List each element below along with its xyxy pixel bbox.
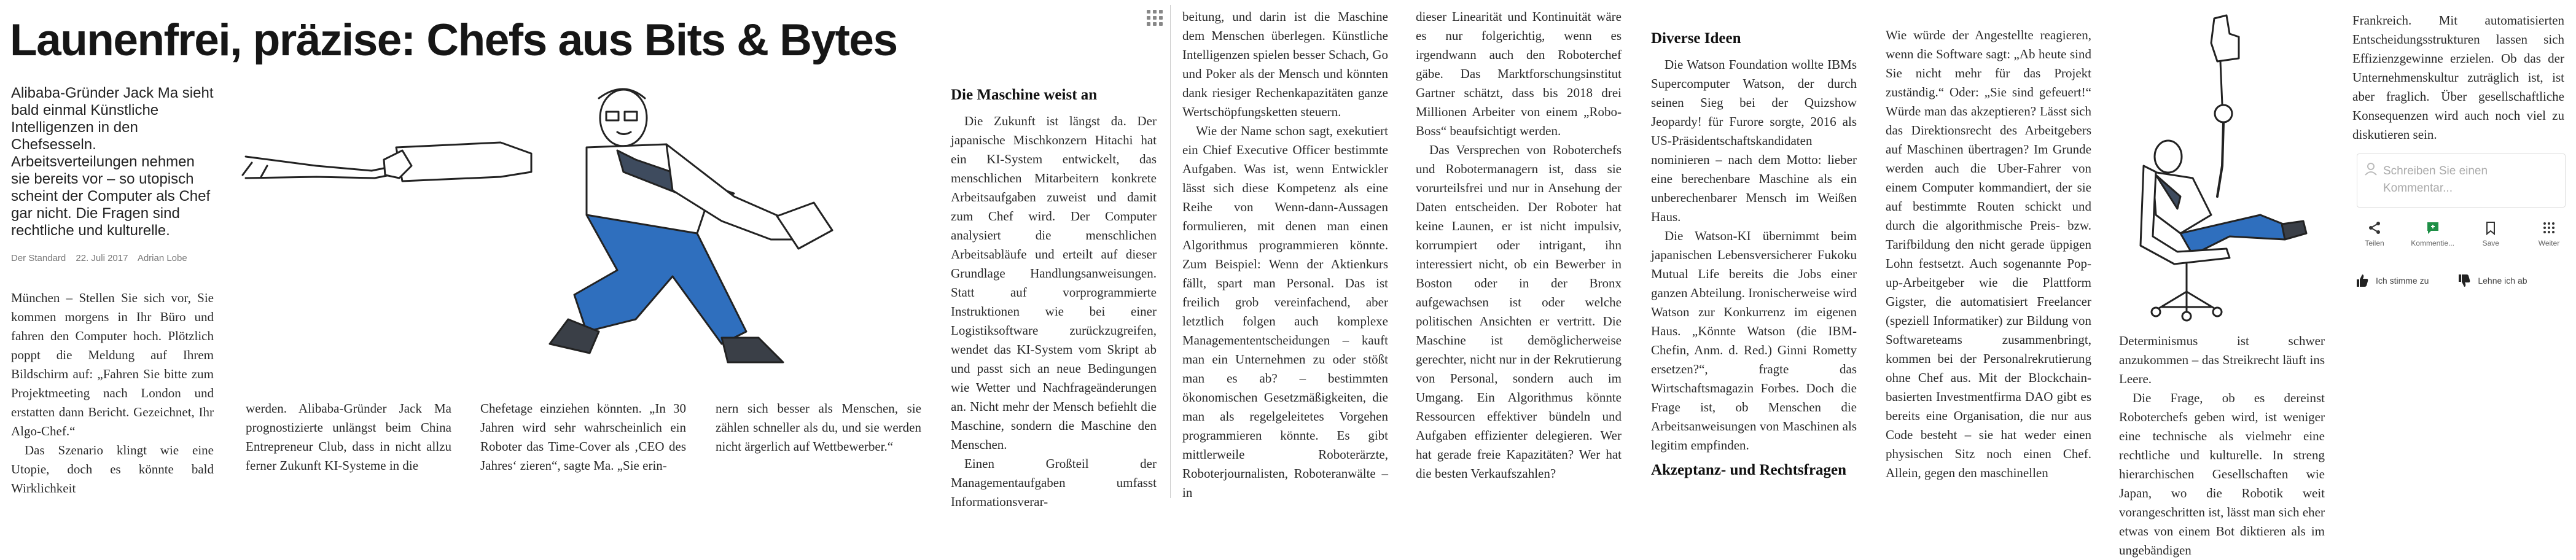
paragraph: Das Szenario klingt wie eine Utopie, doch es könnte bald Wirklichkeit [11,443,214,496]
comment-placeholder: Schreiben Sie einen Kommentar... [2383,165,2488,195]
author-label[interactable]: Adrian Lobe [137,253,187,263]
article-headline: Launenfrei, präzise: Chefs aus Bits & Bytes [10,15,897,65]
article-column-10 [2119,332,2325,560]
paragraph: Die Watson Foundation wollte IBMs Supercomputer Watson, der durch seinen Sieg bei der Quizshow Jeopardy! für Furore sorgte, 2016 als US-Präsidentschaftskandidaten nominieren – nach dem Motto: lieber eine berechenbare Maschine als ein unberechenbarer Mensch im Weißen Haus. [1651,57,1857,224]
more-grid-icon [2542,220,2556,235]
comment-input[interactable] [2357,154,2566,208]
share-button[interactable] [2352,218,2397,255]
paragraph: München – Stellen Sie sich vor, Sie kommen morgens in Ihr Büro und fahren den Computer hoch. Plötzlich poppt die Meldung auf Ihrem Bildschirm auf: „Fahren Sie bitte zum Projektmeeting nach London und erstatten dann Bericht. Gezeichnet, Ihr Algo-Chef.“ [11,290,214,438]
section-heading: Diverse Ideen [1651,30,1741,47]
paragraph: Die Watson-KI übernimmt beim japanischen Lebensversicherer Fukoku Mutual Life bereits die Jobs einer ganzen Abteilung. Ironischerweise wird Watson zur Konkurrenz im eigenen Haus. „Könnte Watson (die IBM-Chefin, Anm. d. Red.) Ginni Rometty ersetzen?“, fragte das Wirtschaftsmagazin Forbes. Doch die Frage ist, ob Menschen die Arbeitsanweisungen von Maschinen als legitim empfinden. [1651,228,1857,453]
office-chair-illustration [2119,12,2340,332]
gallery-grid-icon[interactable] [1147,10,1163,26]
disagree-button[interactable] [2458,270,2527,291]
article-meta [11,253,195,263]
thumbs-down-icon [2458,274,2470,287]
user-avatar-icon [2363,161,2378,176]
article-column-8 [1651,23,1857,487]
article-column-6 [1182,7,1388,502]
date-label: 22. Juli 2017 [76,253,128,263]
thumbs-up-icon [2356,274,2368,287]
article-column-9 [1886,26,2091,483]
article-column-2 [246,399,451,475]
paragraph: werden. Alibaba-Gründer Jack Ma prognostizierte unlängst beim China Entrepreneur Club, dass in nicht allzu ferner Zukunft KI-Systeme in die [246,401,451,473]
paragraph: Einen Großteil der Managementaufgaben umfasst Informationsverar- [951,456,1157,509]
paragraph: beitung, und darin ist die Maschine dem Menschen überlegen. Künstliche Intelligenzen spielen besser Schach, Go und Poker als der Mensch und könnten dank riesiger Rechenkapazitäten ganze Wertschöpfungsketten steuern. [1182,9,1388,119]
save-button[interactable] [2469,218,2513,255]
comment-icon [2426,220,2440,235]
paragraph: Determinismus ist schwer anzukommen – das Streikrecht läuft ins Leere. [2119,333,2325,386]
paragraph: Frankreich. Mit automatisierten Entscheidungsstrukturen lassen sich Effizienzgewinne erzielen. Ob das der Unternehmenskultur zuträglich ist, ist aber fraglich. Über gesellschaftliche Konsequenzen wird auch noch viel zu diskutieren sein. [2352,13,2564,142]
paragraph: Das Versprechen von Roboterchefs und Robotermanagern ist, dass sie vorurteilsfrei und nur in Ansehung der Daten entscheiden. Der Roboter hat keine Launen, er ist nicht impulsiv, korrumpiert oder intrigant, ihn interessiert nicht, ob ein Bewerber in Boston oder in der Bronx aufgewachsen ist oder welche politischen Ansichten er vertritt. Die Maschine ist demöglicherweise gerechter, nicht nur in der Rekrutierung von Personal, sondern auch im Umgang. Ein Algorithmus könnte Ressourcen effektiver bündeln und Aufgaben effizienter delegieren. Wer hat gerade freie Kapazitäten? Wer hat die besten Verkaufszahlen? [1416,142,1622,481]
page-divider [1170,5,1171,498]
vote-bar [2356,270,2571,291]
paragraph: Die Frage, ob es dereinst Roboterchefs geben wird, ist weniger eine technische als vielmehr eine rechtliche und kulturelle. In streng hierarchischen Gesellschaften wie Japan, wo die Robotik weit vorangeschritten ist, lässt man sich eher etwas von einem Bot diktieren als im ungebändigen [2119,391,2325,558]
article-column-5 [951,80,1157,511]
paragraph: Die Zukunft ist längst da. Der japanische Mischkonzern Hitachi hat ein KI-System entwickelt, das menschlichen Mitarbeitern konkrete Arbeitsaufgaben zuweist und damit zum Chef wird. Der Computer analysiert die menschlichen Arbeitsabläufe und erteilt auf dieser Grundlage Handlungsanweisungen. Statt auf vorprogrammierte Instruktionen wie bei einer Logistiksoftware zurückzugreifen, wendet das KI-System vom Skript ab und passt sich an neue Bedingungen wie Wetter und Nachfrageänderungen an. Nicht mehr der Mensch befiehlt die Maschine, sondern die Maschine den Menschen. [951,114,1157,452]
action-bar [2352,218,2571,255]
paragraph: Chefetage einziehen könnten. „In 30 Jahren wird sehr wahrscheinlich ein Roboter das Time-Cover als ‚CEO des Jahres‘ zieren“, sagte Ma. „Sie erin- [480,401,686,473]
paragraph: Wie würde der Angestellte reagieren, wenn die Software sagt: „Ab heute sind Sie nicht mehr für das Projekt zuständig.“ Oder: „Sie sind gefeuert!“ Würde man das akzeptieren? Lässt sich das Direktionsrecht des Arbeitgebers auf Maschinen übertragen? Im Grunde werden auch die Uber-Fahrer von einem Computer kommandiert, der sie auf bestimmte Routen schickt und durch die algorithmische Preis- bzw. Tarifbildung den nicht gerade üppigen Lohn festsetzt. Auch sogenannte Pop-up-Arbeitgeber wie die Plattform Gigster, die automatisiert Freelancer (speziell Informatiker) zur Bildung von Softwareteams zusammenbringt, kommen bei der Personalrekrutierung ohne Chef aus. Mit der Blockchain-basierten Investmentfirma DAO gibt es bereits eine Organisation, die nur aus Code besteht – sie hat weder einen physischen Sitz noch einen Chef. Allein, gegen den maschinellen [1886,28,2091,480]
bookmark-icon [2483,220,2498,235]
share-icon [2367,220,2382,235]
article-lead: Alibaba-Gründer Jack Ma sieht bald einmal Künstliche Intelligenzen in den Chefsesseln. Arbeitsverteilungen nehmen sie bereits vor – so utopisch scheint der Computer als Chef gar nicht. Die Fragen sind rechtliche und kulturelle. [11,85,214,239]
article-column-11 [2352,11,2564,144]
robot-hand-illustration [243,74,934,396]
paragraph: Wie der Name schon sagt, exekutiert ein Chief Executive Officer bestimmte Aufgaben. Was ist, wenn Entwickler lässt sich diese Kompetenz als eine Reihe von Wenn-dann-Aussagen formulieren, mit denen man einen Algorithmus programmieren könnte. Zum Beispiel: Wenn der Aktienkurs fällt, spart man Personal. Das ist freilich grob vereinfachend, aber letztlich folgen auch komplexe Managemententscheidungen – kauft man ein Unternehmen zu oder stößt man es ab? – bestimmten ökonomischen Gesetzmäßigkeiten, die man als regelgeleitetes Vorgehen programmieren könnte. Es gibt mittlerweile Roboterärzte, Roboterjournalisten, Roboteranwälte – in [1182,123,1388,500]
article-column-3 [480,399,686,475]
share-label: Teilen [2365,239,2384,247]
paragraph: nern sich besser als Menschen, sie zählen schneller als du, und sie werden nicht ärgerlich auf Wettbewerber.“ [716,401,921,454]
article-column-7 [1416,7,1622,483]
article-column-1 [11,289,214,498]
source-label: Der Standard [11,253,66,263]
more-button[interactable] [2527,218,2571,255]
agree-label: Ich stimme zu [2376,276,2429,286]
paragraph: dieser Linearität und Kontinuität wäre es nur folgerichtig, wenn es irgendwann auch den Roboterchef gäbe. Das Marktforschungsinstitut Gartner schätzt, dass bis 2018 drei Millionen Arbeiter von einem „Robo-Boss“ beaufsichtigt werden. [1416,9,1622,138]
section-heading: Akzeptanz- und Rechtsfragen [1651,462,1847,478]
more-label: Weiter [2538,239,2560,247]
agree-button[interactable] [2356,270,2429,291]
save-label: Save [2482,239,2499,247]
section-heading: Die Maschine weist an [951,87,1098,103]
disagree-label: Lehne ich ab [2478,276,2527,286]
comment-label: Kommentie... [2411,239,2454,247]
article-column-4 [716,399,921,456]
comment-button[interactable] [2411,218,2455,255]
